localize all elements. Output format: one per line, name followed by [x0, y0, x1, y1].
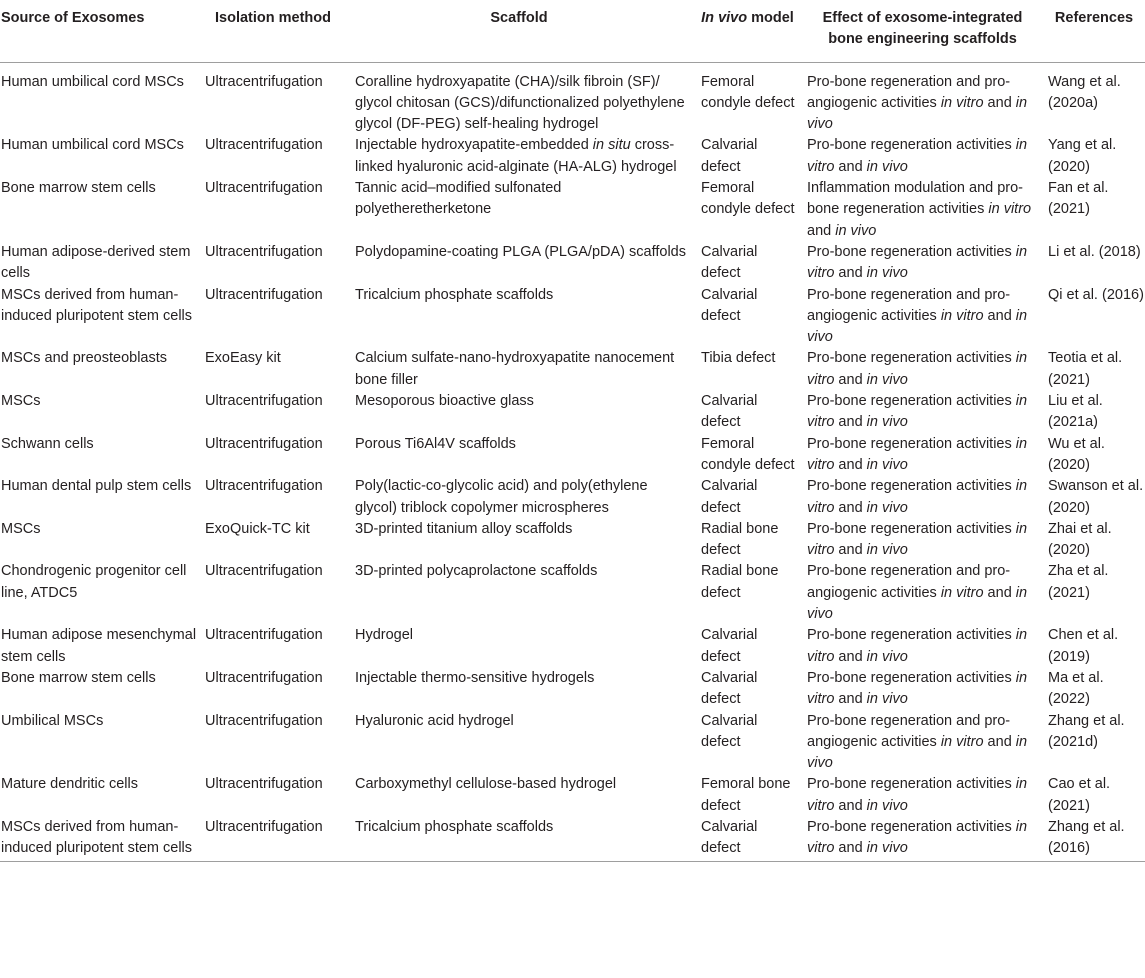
cell-effect-segment: in vivo [866, 840, 908, 857]
cell-effect-segment: and [834, 691, 867, 708]
table-row [0, 817, 1145, 861]
cell-effect-segment: Pro-bone regeneration activities [807, 669, 1016, 686]
cell-effect-segment: Pro-bone regeneration and pro-angiogenic activities [807, 563, 1011, 601]
cell-effect-segment: Pro-bone regeneration activities [807, 350, 1016, 367]
cell-effect-segment: Pro-bone regeneration activities [807, 776, 1016, 793]
cell-effect-segment: in vivo [866, 691, 908, 708]
cell-scaffold-segment: Injectable thermo-sensitive hydrogels [355, 669, 595, 686]
cell-source: Human umbilical cord MSCs [1, 73, 184, 90]
cell-effect-segment: and [834, 542, 867, 559]
cell-scaffold [345, 62, 693, 135]
cell-scaffold [345, 178, 693, 242]
cell-effect-segment: in vitro [807, 776, 1028, 814]
cell-effect [802, 625, 1043, 668]
cell-source: Bone marrow stem cells [1, 180, 156, 197]
cell-source: Schwann cells [1, 435, 94, 452]
cell-scaffold-segment: cross-linked hyaluronic acid-alginate (HA-ALG) hydrogel [355, 137, 677, 175]
cell-source: Human umbilical cord MSCs [1, 137, 184, 154]
cell-scaffold [345, 817, 693, 861]
cell-effect-segment: in vitro [807, 478, 1028, 516]
cell-effect-segment: and [834, 158, 867, 175]
table-row [0, 625, 1145, 668]
cell-reference: Ma et al. (2022) [1048, 669, 1104, 708]
cell-isolation: Ultracentrifugation [205, 712, 323, 729]
cell-effect-segment: Pro-bone regeneration activities [807, 243, 1016, 260]
cell-scaffold [345, 476, 693, 519]
cell-effect [802, 668, 1043, 711]
cell-effect-segment: Pro-bone regeneration and pro-angiogenic activities [807, 73, 1011, 111]
cell-scaffold-segment: Tannic acid–modified sulfonated polyetheretherketone [355, 180, 562, 218]
cell-scaffold [345, 135, 693, 178]
cell-effect-segment: in vivo [807, 307, 1028, 346]
cell-scaffold-segment: Calcium sulfate-nano-hydroxyapatite nanocement bone filler [355, 350, 675, 388]
cell-isolation: Ultracentrifugation [205, 137, 323, 154]
cell-source: Human adipose-derived stem cells [1, 243, 191, 282]
cell-effect [802, 348, 1043, 391]
cell-scaffold [345, 774, 693, 817]
cell-source: Umbilical MSCs [1, 712, 104, 729]
cell-source: MSCs and preosteoblasts [1, 350, 168, 367]
table-row [0, 242, 1145, 285]
cell-scaffold-segment: Polydopamine-coating PLGA (PLGA/pDA) scaffolds [355, 243, 686, 260]
cell-effect-segment: Pro-bone regeneration activities [807, 627, 1016, 644]
cell-effect-segment: Pro-bone regeneration activities [807, 478, 1016, 495]
cell-reference: Yang et al. (2020) [1048, 137, 1117, 175]
cell-effect-segment: in vitro [807, 137, 1028, 175]
cell-effect [802, 62, 1043, 135]
cell-isolation: Ultracentrifugation [205, 818, 323, 835]
cell-reference: Fan et al. (2021) [1048, 180, 1109, 218]
cell-source: Chondrogenic progenitor cell line, ATDC5 [1, 563, 187, 601]
cell-model: Calvarial defect [701, 712, 758, 750]
cell-effect-segment: and [834, 499, 867, 516]
cell-isolation: Ultracentrifugation [205, 73, 323, 90]
table-row [0, 135, 1145, 178]
table-row [0, 668, 1145, 711]
cell-effect-segment: Pro-bone regeneration activities [807, 435, 1016, 452]
cell-effect [802, 774, 1043, 817]
cell-effect-segment: and [834, 648, 867, 665]
header-model [693, 0, 802, 62]
cell-effect [802, 476, 1043, 519]
cell-effect-segment: and [834, 797, 867, 814]
cell-effect-segment: in vitro [807, 520, 1028, 559]
cell-effect [802, 817, 1043, 861]
cell-effect-segment: in vitro [940, 307, 984, 324]
cell-source: Bone marrow stem cells [1, 669, 156, 686]
cell-model: Calvarial defect [701, 286, 758, 324]
header-source: Source of Exosomes [1, 10, 145, 26]
table-header [0, 0, 1145, 62]
cell-effect [802, 391, 1043, 434]
cell-scaffold [345, 668, 693, 711]
cell-isolation: ExoEasy kit [205, 350, 281, 367]
cell-reference: Liu et al. (2021a) [1048, 393, 1103, 431]
cell-effect-segment: Pro-bone regeneration activities [807, 137, 1016, 154]
cell-effect [802, 242, 1043, 285]
cell-source: MSCs [1, 520, 41, 537]
cell-model: Calvarial defect [701, 137, 758, 175]
cell-reference: Swanson et al. (2020) [1048, 478, 1144, 516]
cell-model: Calvarial defect [701, 627, 758, 665]
cell-scaffold-segment: Tricalcium phosphate scaffolds [355, 286, 554, 303]
cell-effect-segment: and [834, 265, 867, 282]
cell-scaffold [345, 711, 693, 775]
cell-effect-segment: in vitro [807, 627, 1028, 665]
cell-effect-segment: in vitro [807, 243, 1028, 282]
cell-source: Human adipose mesenchymal stem cells [1, 627, 197, 665]
cell-scaffold-segment: Carboxymethyl cellulose-based hydrogel [355, 776, 617, 793]
cell-scaffold-segment: Poly(lactic-co-glycolic acid) and poly(ethylene glycol) triblock copolymer microspheres [355, 478, 648, 516]
cell-effect [802, 711, 1043, 775]
cell-model: Calvarial defect [701, 478, 758, 516]
cell-model: Calvarial defect [701, 818, 758, 857]
cell-effect-segment: Pro-bone regeneration activities [807, 393, 1016, 410]
cell-effect-segment: in vivo [835, 222, 877, 239]
cell-reference: Qi et al. (2016) [1048, 286, 1144, 303]
table-row [0, 561, 1145, 625]
cell-scaffold [345, 561, 693, 625]
header-row [0, 0, 1145, 62]
table-row [0, 774, 1145, 817]
cell-scaffold [345, 391, 693, 434]
cell-scaffold-segment: Porous Ti6Al4V scaffolds [355, 435, 516, 452]
cell-scaffold-segment: Injectable hydroxyapatite-embedded [355, 137, 593, 154]
cell-effect-segment: in vivo [866, 456, 908, 473]
cell-scaffold [345, 519, 693, 562]
cell-model: Radial bone defect [701, 520, 779, 559]
cell-reference: Zhai et al. (2020) [1048, 520, 1112, 559]
cell-effect-segment: in vitro [940, 94, 984, 111]
header-references: References [1054, 10, 1134, 26]
header-scaffold: Scaffold [490, 10, 548, 26]
table-row [0, 62, 1145, 135]
cell-reference: Wang et al. (2020a) [1048, 73, 1121, 111]
cell-effect-segment: and [983, 584, 1016, 601]
cell-effect-segment: in vivo [866, 158, 908, 175]
cell-effect-segment: in vivo [866, 499, 908, 516]
cell-reference: Teotia et al. (2021) [1048, 350, 1123, 388]
cell-source: MSCs derived from human-induced pluripotent stem cells [1, 818, 193, 857]
cell-scaffold [345, 242, 693, 285]
cell-isolation: Ultracentrifugation [205, 286, 323, 303]
cell-reference: Zha et al. (2021) [1048, 563, 1109, 601]
cell-effect-segment: in vivo [807, 733, 1028, 772]
cell-effect-segment: and [834, 414, 867, 431]
cell-scaffold [345, 348, 693, 391]
header-effect: Effect of exosome-integrated bone engineering scaffolds [822, 10, 1023, 48]
cell-effect [802, 434, 1043, 477]
cell-effect-segment: in vitro [940, 584, 984, 601]
table-row [0, 476, 1145, 519]
cell-effect [802, 519, 1043, 562]
cell-scaffold-segment: Coralline hydroxyapatite (CHA)/silk fibroin (SF)/ glycol chitosan (GCS)/difunctionalized polyethylene glycol (DF-PEG) self-healing hydrogel [355, 73, 685, 133]
cell-effect-segment: and [807, 222, 836, 239]
cell-isolation: Ultracentrifugation [205, 669, 323, 686]
cell-effect-segment: and [983, 94, 1016, 111]
cell-reference: Li et al. (2018) [1048, 243, 1141, 260]
cell-isolation: Ultracentrifugation [205, 180, 323, 197]
cell-source: Human dental pulp stem cells [1, 478, 192, 495]
table-row [0, 711, 1145, 775]
table-row [0, 434, 1145, 477]
cell-model: Tibia defect [701, 350, 776, 367]
cell-effect-segment: in vitro [807, 393, 1028, 431]
cell-effect-segment: in vitro [988, 201, 1032, 218]
cell-effect-segment: in vitro [807, 435, 1028, 473]
cell-isolation: Ultracentrifugation [205, 776, 323, 793]
cell-effect [802, 285, 1043, 349]
cell-effect [802, 178, 1043, 242]
cell-effect-segment: in vivo [866, 265, 908, 282]
cell-effect-segment: in vivo [807, 94, 1028, 133]
cell-model: Calvarial defect [701, 393, 758, 431]
cell-isolation: Ultracentrifugation [205, 478, 323, 495]
cell-effect-segment: in vivo [866, 414, 908, 431]
cell-effect-segment: and [834, 840, 867, 857]
header-model-italic: In vivo [701, 10, 748, 26]
cell-isolation: Ultracentrifugation [205, 393, 323, 410]
cell-effect-segment: in vitro [940, 733, 984, 750]
cell-effect [802, 561, 1043, 625]
cell-effect-segment: in vivo [866, 542, 908, 559]
cell-reference: Wu et al. (2020) [1048, 435, 1105, 473]
cell-effect-segment: and [834, 371, 867, 388]
cell-effect-segment: Pro-bone regeneration and pro-angiogenic activities [807, 286, 1011, 324]
cell-scaffold-segment: Mesoporous bioactive glass [355, 393, 534, 410]
cell-model: Femoral condyle defect [701, 435, 795, 473]
cell-effect-segment: Pro-bone regeneration activities [807, 818, 1016, 835]
cell-effect-segment: and [983, 733, 1016, 750]
cell-effect [802, 135, 1043, 178]
table-row [0, 519, 1145, 562]
cell-effect-segment: in vitro [807, 818, 1028, 857]
cell-effect-segment: in vivo [866, 648, 908, 665]
cell-effect-segment: in vitro [807, 669, 1028, 708]
cell-isolation: Ultracentrifugation [205, 627, 323, 644]
cell-model: Femoral bone defect [701, 776, 791, 814]
cell-effect-segment: in vivo [866, 797, 908, 814]
cell-isolation: Ultracentrifugation [205, 243, 323, 260]
cell-reference: Cao et al. (2021) [1048, 776, 1111, 814]
cell-effect-segment: and [983, 307, 1016, 324]
cell-model: Femoral condyle defect [701, 180, 795, 218]
header-model-rest: model [747, 10, 794, 26]
table-body [0, 62, 1145, 861]
table-row [0, 285, 1145, 349]
header-isolation: Isolation method [215, 10, 331, 26]
cell-reference: Chen et al. (2019) [1048, 627, 1119, 665]
cell-effect-segment: in vivo [866, 371, 908, 388]
cell-effect-segment: Inflammation modulation and pro-bone regeneration activities [807, 180, 1024, 218]
cell-scaffold-segment: Hyaluronic acid hydrogel [355, 712, 514, 729]
cell-effect-segment: in vivo [807, 584, 1028, 623]
cell-source: MSCs [1, 393, 41, 410]
cell-scaffold [345, 434, 693, 477]
cell-reference: Zhang et al. (2021d) [1048, 712, 1125, 750]
table-row [0, 391, 1145, 434]
table-row [0, 178, 1145, 242]
cell-isolation: Ultracentrifugation [205, 435, 323, 452]
cell-scaffold-segment: Hydrogel [355, 627, 414, 644]
cell-model: Femoral condyle defect [701, 73, 795, 111]
cell-effect-segment: and [834, 456, 867, 473]
cell-model: Calvarial defect [701, 243, 758, 282]
cell-isolation: Ultracentrifugation [205, 563, 323, 580]
cell-model: Radial bone defect [701, 563, 779, 601]
cell-scaffold [345, 285, 693, 349]
cell-scaffold-segment: 3D-printed titanium alloy scaffolds [355, 520, 573, 537]
cell-scaffold-segment: in situ [592, 137, 631, 154]
cell-model: Calvarial defect [701, 669, 758, 708]
cell-effect-segment: in vitro [807, 350, 1028, 388]
cell-scaffold-segment: Tricalcium phosphate scaffolds [355, 818, 554, 835]
cell-effect-segment: Pro-bone regeneration activities [807, 520, 1016, 537]
cell-scaffold-segment: 3D-printed polycaprolactone scaffolds [355, 563, 598, 580]
table-row [0, 348, 1145, 391]
cell-isolation: ExoQuick-TC kit [205, 520, 310, 537]
cell-reference: Zhang et al. (2016) [1048, 818, 1125, 857]
cell-scaffold [345, 625, 693, 668]
cell-source: Mature dendritic cells [1, 776, 138, 793]
cell-source: MSCs derived from human-induced pluripotent stem cells [1, 286, 193, 324]
cell-effect-segment: Pro-bone regeneration and pro-angiogenic activities [807, 712, 1011, 750]
